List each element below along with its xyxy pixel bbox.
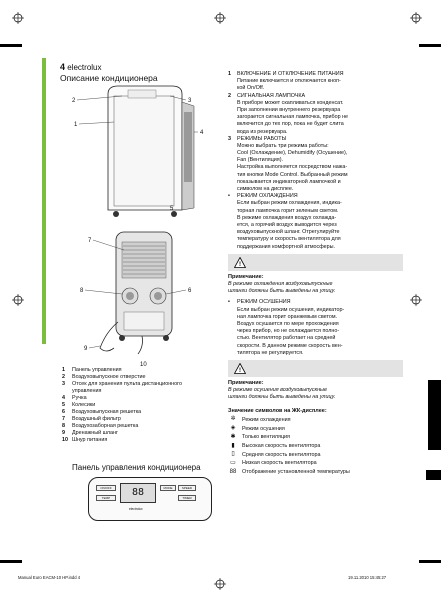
- legend-text: Ручка: [72, 395, 87, 402]
- legend-row: [62, 388, 232, 395]
- legend-text: Панель управления: [72, 367, 122, 373]
- item-line: СИГНАЛЬНАЯ ЛАМПОЧКА: [237, 92, 306, 99]
- legend-number: 4: [62, 395, 65, 402]
- legend-text: Воздуховыпускная решетка: [72, 409, 142, 416]
- note2-head: Примечание:: [228, 379, 264, 386]
- legend-number: 7: [62, 416, 65, 423]
- legend-number: 10: [62, 437, 68, 444]
- item-line: ная лампочка горит оранжевым светом.: [237, 313, 338, 320]
- legend-row: [62, 416, 232, 423]
- item-number: •: [228, 299, 230, 306]
- accent-sidebar: [42, 58, 46, 344]
- item-line: В приборе может скапливаться конденсат.: [237, 99, 344, 106]
- footer-left: Manual Euro EACM-10 HP.indd 4: [18, 575, 81, 580]
- svg-text:7: 7: [88, 238, 92, 244]
- symbol-row: [228, 460, 403, 467]
- item-line: торная лампочка горит зеленым светом.: [237, 207, 339, 214]
- note1-head: Примечание:: [228, 273, 264, 280]
- item-line: тия кнопки Mode Control. Выбранный режим: [237, 171, 348, 178]
- registration-mark-icon: [12, 12, 24, 24]
- crop-mark: [0, 44, 22, 47]
- crop-mark: [419, 44, 441, 47]
- svg-text:!: !: [239, 367, 241, 374]
- fan-icon: ✱: [230, 433, 236, 440]
- item-line: поддержания комфортной атмосферы.: [237, 243, 336, 250]
- item-line: вода из резервуара.: [237, 128, 288, 135]
- symbol-text: Высокая скорость вентилятора: [242, 442, 321, 449]
- svg-text:2: 2: [72, 98, 76, 104]
- registration-mark-icon: [410, 294, 422, 306]
- symbols-head: Значение символов на ЖК-дисплее:: [228, 407, 327, 414]
- fan-low-icon: ▭: [230, 459, 236, 466]
- warning-icon: [234, 363, 246, 374]
- warning-box-2: [228, 360, 403, 377]
- legend-text: Воздухозаборная решетка: [72, 423, 139, 430]
- item-line: через прибор, но не охлаждается полно-: [237, 328, 340, 335]
- legend-number: [62, 388, 72, 395]
- panel-brand: electrolux: [129, 507, 143, 511]
- item-line: РЕЖИМ ОХЛАЖДЕНИЯ: [237, 193, 298, 200]
- svg-text:3: 3: [188, 98, 192, 104]
- list-item: [228, 136, 403, 194]
- registration-mark-icon: [12, 294, 24, 306]
- item-line: тилятора не регулируется.: [237, 349, 304, 356]
- item-line: РЕЖИМ ОСУШЕНИЯ: [237, 299, 291, 306]
- panel-title: Панель управления кондиционера: [72, 463, 201, 472]
- item-number: 3: [228, 135, 231, 142]
- legend-row: [62, 437, 232, 444]
- legend-text: управления: [72, 388, 102, 395]
- speed-button[interactable]: SPEED: [178, 485, 196, 491]
- legend-text: Воздуховыпускное отверстие: [72, 374, 146, 381]
- footer-right: 19.11.2010 15:45:27: [348, 575, 387, 580]
- item-line: воздуховыпускной шланг. Отрегулируйте: [237, 229, 340, 236]
- item-line: Если выбран режим охлаждения, индика-: [237, 200, 342, 207]
- legend-number: 6: [62, 409, 65, 416]
- legend-row: [62, 402, 232, 409]
- svg-text:10: 10: [140, 362, 147, 368]
- section-title: Описание кондиционера: [60, 73, 158, 83]
- legend-row: [62, 367, 232, 374]
- lcd-display: 88: [120, 483, 156, 503]
- symbol-text: Низкая скорость вентилятора: [242, 460, 317, 467]
- legend-row: [62, 374, 232, 381]
- symbol-text: Режим осушения: [242, 425, 285, 432]
- fan-high-icon: ▮: [231, 442, 235, 449]
- right-column: [228, 71, 403, 478]
- item-line: Настройка выполняется посредством нажа-: [237, 164, 348, 171]
- symbol-row: [228, 443, 403, 450]
- list-item: [228, 93, 403, 136]
- item-number: •: [228, 193, 230, 200]
- item-line: температуру и скорость вентилятора для: [237, 236, 341, 243]
- control-panel: [74, 475, 224, 523]
- page-number: 4: [60, 62, 66, 72]
- item-line: показывается индикаторной лампочкой и: [237, 178, 341, 185]
- legend-text: Дренажный шланг: [72, 430, 118, 437]
- item-line: символом на дисплее.: [237, 186, 294, 192]
- onoff-button[interactable]: ON/OFF: [96, 485, 116, 491]
- crop-mark: [419, 560, 441, 563]
- legend-row: [62, 395, 232, 402]
- svg-text:1: 1: [74, 122, 78, 128]
- legend-number: 5: [62, 402, 65, 409]
- symbol-text: Отображение установленной температуры: [242, 469, 350, 475]
- legend-text: Воздушный фильтр: [72, 416, 121, 423]
- symbol-row: [228, 452, 403, 459]
- warning-icon: [234, 257, 246, 268]
- color-bar: [426, 470, 441, 480]
- warning-box: [228, 254, 403, 271]
- svg-text:4: 4: [200, 130, 204, 136]
- item-line: Воздух осушается по мере прохождения: [237, 320, 339, 327]
- legend-number: 3: [62, 381, 65, 388]
- svg-text:9: 9: [84, 346, 88, 352]
- droplet-icon: ◈: [230, 425, 236, 432]
- item-line: Cool (Охлаждение), Dehumidify (Осушение),: [237, 150, 348, 157]
- list-item: [228, 299, 403, 357]
- item-line: кой On/Off.: [237, 85, 265, 92]
- timer-button[interactable]: TIMER: [178, 495, 196, 501]
- header-brand: electrolux: [67, 63, 102, 72]
- symbol-text: Только вентиляция: [242, 434, 290, 441]
- item-line: Fan (Вентиляция).: [237, 157, 284, 164]
- symbol-row: [228, 417, 403, 424]
- list-item: [228, 193, 403, 251]
- symbol-row: [228, 469, 403, 476]
- note-line: В режиме осушения воздуховыпускные: [228, 387, 328, 394]
- svg-text:5: 5: [170, 206, 174, 212]
- item-line: загорается сигнальная лампочка, прибор не: [237, 114, 349, 121]
- crop-mark: [0, 560, 22, 563]
- symbols-list: [228, 417, 403, 476]
- item-line: включится до тех пор, пока не будет слита: [237, 121, 344, 128]
- symbol-text: Режим охлаждения: [242, 416, 291, 423]
- svg-text:8: 8: [80, 288, 84, 294]
- list-item: [228, 71, 403, 93]
- legend-row: [62, 381, 232, 388]
- note-line: шланги должны быть выведены на улицу.: [228, 288, 336, 295]
- item-line: Питание включается и отключается кноп-: [237, 78, 341, 85]
- parts-legend: [62, 367, 232, 444]
- mode-button[interactable]: MODE: [160, 485, 176, 491]
- legend-number: 8: [62, 423, 65, 430]
- item-line: ется, а горячий воздух выводится через: [237, 221, 337, 228]
- item-line: ВКЛЮЧЕНИЕ И ОТКЛЮЧЕНИЕ ПИТАНИЯ: [237, 71, 344, 77]
- back-unit: [100, 232, 172, 354]
- registration-mark-icon: [214, 12, 226, 24]
- svg-text:!: !: [239, 261, 241, 268]
- item-line: При заполнении внутреннего резервуара: [237, 106, 341, 113]
- fan-mid-icon: ▯: [231, 451, 235, 458]
- page-header: [60, 62, 102, 72]
- item-number: 1: [228, 71, 231, 77]
- svg-text:6: 6: [188, 288, 192, 294]
- item-line: Если выбран режим осушения, индикатор-: [237, 306, 345, 313]
- symbol-row: [228, 434, 403, 441]
- item-number: 2: [228, 92, 231, 99]
- registration-mark-icon: [214, 578, 226, 590]
- item-line: В режиме охлаждения воздух охлажда-: [237, 214, 337, 221]
- legend-text: Отсек для хранения пульта дистанционного: [72, 381, 182, 388]
- legend-text: Шнур питания: [72, 437, 108, 444]
- item-line: скорости. В данном режиме скорость вен-: [237, 342, 343, 349]
- legend-row: [62, 430, 232, 437]
- device-illustration: [70, 82, 210, 372]
- item-line: РЕЖИМЫ РАБОТЫ: [237, 135, 287, 142]
- item-line: Можно выбрать три режима работы:: [237, 142, 329, 149]
- note-line: В режиме охлаждения воздуховыпускные: [228, 281, 333, 287]
- snowflake-icon: ✲: [230, 416, 236, 423]
- legend-number: 1: [62, 367, 65, 373]
- note-line: шланги должны быть выведены на улицу.: [228, 394, 336, 401]
- symbol-row: [228, 426, 403, 433]
- temp-button[interactable]: TEMP: [96, 495, 116, 501]
- symbol-text: Средняя скорость вентилятора: [242, 451, 321, 458]
- registration-mark-icon: [410, 12, 422, 24]
- legend-text: Колесики: [72, 402, 96, 409]
- legend-number: 9: [62, 430, 65, 437]
- item-line: стью. Вентилятор работает на средней: [237, 335, 336, 342]
- front-unit: [108, 86, 194, 217]
- legend-number: 2: [62, 374, 65, 381]
- temp-display-icon: 88: [229, 468, 237, 475]
- color-bar: [428, 380, 441, 450]
